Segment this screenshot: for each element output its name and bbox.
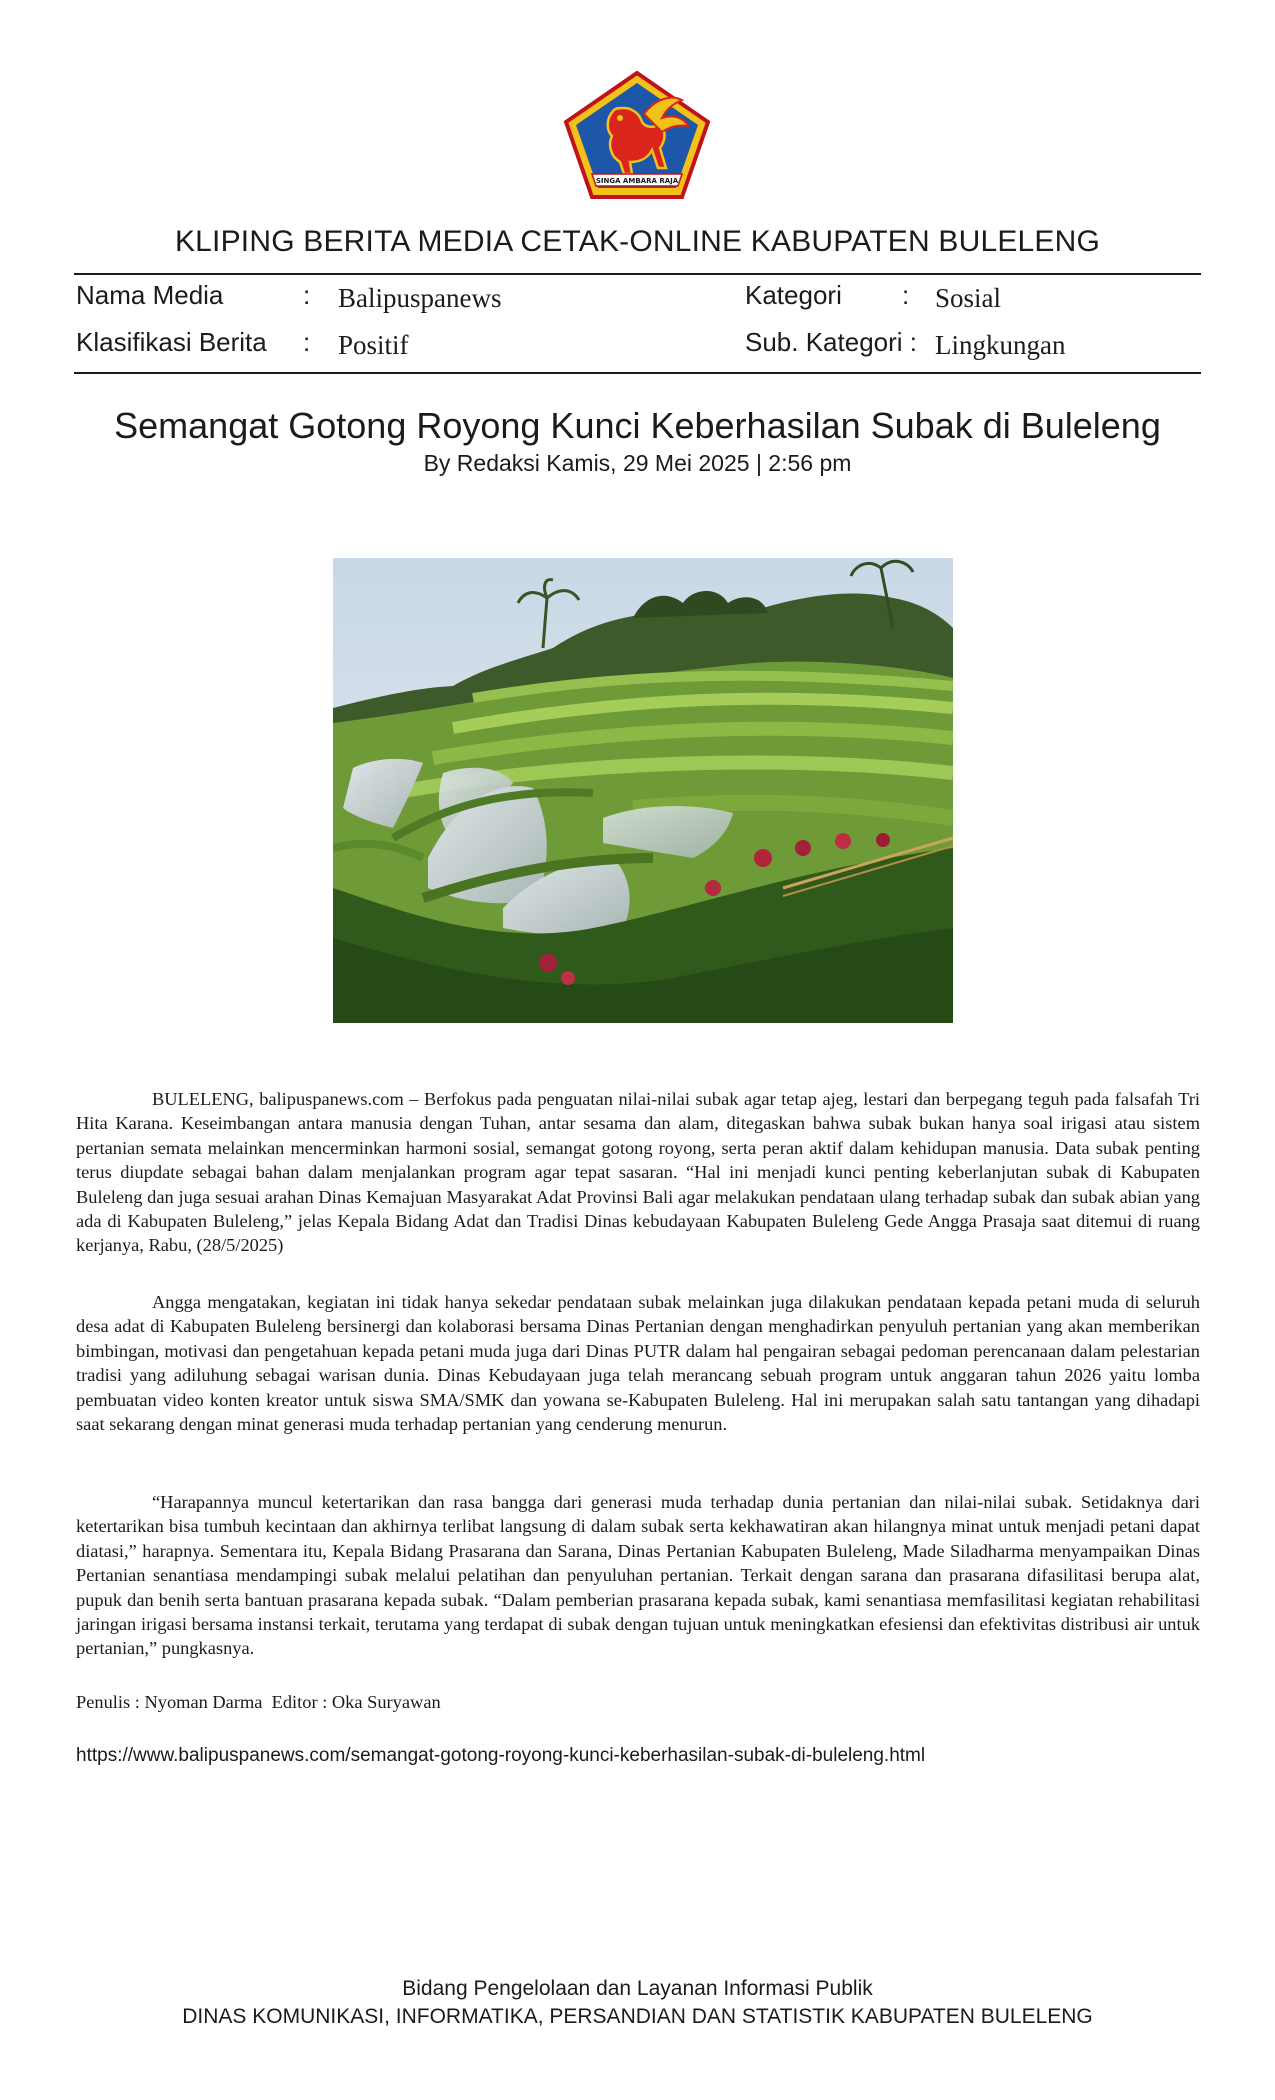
buleleng-emblem-icon bbox=[562, 70, 712, 200]
klasifikasi-value: Positif bbox=[338, 330, 409, 360]
nama-media-colon: : bbox=[303, 280, 311, 310]
article-paragraph-1: BULELENG, balipuspanews.com – Berfokus pada penguatan nilai-nilai subak agar tetap ajeg, lestari dan berpegang teguh pada falsafah Tri Hita Karana. Keseimbangan antara manusia dengan Tuhan, antar sesama dan alam, ditegaskan bahwa subak bukan hanya soal irigasi atau sistem pertanian semata melainkan mencerminkan harmoni sosial, semangat gotong royong, serta peran aktif dalam kehidupan manusia. Data subak penting terus diupdate sebagai bahan dalam menjalankan program agar tepat sasaran. “Hal ini menjadi kunci penting keberlanjutan subak di Kabupaten Buleleng dan juga sesuai arahan Dinas Kemajuan Masyarakat Adat Provinsi Bali agar melakukan pendataan ulang terhadap subak dan subak abian yang ada di Kabupaten Buleleng,” jelas Kepala Bidang Adat dan Tradisi Dinas kebudayaan Kabupaten Buleleng Gede Angga Prasaja saat ditemui di ruang kerjanya, Rabu, (28/5/2025) bbox=[76, 1089, 1200, 1256]
article-paragraph-3: “Harapannya muncul ketertarikan dan rasa bangga dari generasi muda terhadap dunia pertanian dan nilai-nilai subak. Setidaknya dari ketertarikan bisa tumbuh kecintaan dan akhirnya terlibat langsung di dalam subak serta kekhawatiran akan hilangnya minat untuk menjadi petani dapat diatasi,” harapnya. Sementara itu, Kepala Bidang Prasarana dan Sarana, Dinas Pertanian Kabupaten Buleleng, Made Siladharma menyampaikan Dinas Pertanian senantiasa mendampingi subak melalui pelatihan dan penyuluhan pertanian. Terkait dengan sarana dan prasarana difasilitasi berupa alat, pupuk dan benih serta bantuan prasarana kepada subak. “Dalam pemberian prasarana kepada subak, kami senantiasa memfasilitasi kegiatan rehabilitasi jaringan irigasi bersama instansi terkait, terutama yang terdapat di subak dengan tujuan untuk meningkatkan efesiensi dan efektivitas distribusi air untuk pertanian,” pungkasnya. bbox=[76, 1492, 1200, 1659]
sub-kategori-value: Lingkungan bbox=[935, 330, 1066, 360]
footer-department: Bidang Pengelolaan dan Layanan Informasi Publik bbox=[402, 1977, 873, 2000]
article-source-url: https://www.balipuspanews.com/semangat-gotong-royong-kunci-keberhasilan-subak-di-buleleng.html bbox=[76, 1745, 926, 1766]
nama-media-value: Balipuspanews bbox=[338, 283, 502, 313]
logo-motto-text: SINGA AMBARA RAJA bbox=[595, 177, 679, 185]
article-credits: Penulis : Nyoman Darma Editor : Oka Suryawan bbox=[76, 1692, 441, 1712]
rice-terrace-photo bbox=[333, 558, 953, 1023]
sub-kategori-label: Sub. Kategori : bbox=[745, 327, 917, 357]
nama-media-label: Nama Media bbox=[76, 280, 224, 310]
header-top-rule bbox=[74, 273, 1201, 275]
kategori-label: Kategori bbox=[745, 280, 842, 310]
klasifikasi-label: Klasifikasi Berita bbox=[76, 327, 267, 357]
klasifikasi-colon: : bbox=[303, 327, 311, 357]
kliping-header-title: KLIPING BERITA MEDIA CETAK-ONLINE KABUPATEN BULELENG bbox=[174, 225, 1101, 258]
kategori-colon: : bbox=[902, 280, 910, 310]
kategori-value: Sosial bbox=[935, 283, 1002, 313]
article-title: Semangat Gotong Royong Kunci Keberhasilan Subak di Buleleng bbox=[114, 405, 1161, 446]
header-bottom-rule bbox=[74, 372, 1201, 374]
article-byline: By Redaksi Kamis, 29 Mei 2025 | 2:56 pm bbox=[423, 450, 852, 476]
footer-agency: DINAS KOMUNIKASI, INFORMATIKA, PERSANDIAN DAN STATISTIK KABUPATEN BULELENG bbox=[182, 2005, 1093, 2028]
article-paragraph-2: Angga mengatakan, kegiatan ini tidak hanya sekedar pendataan subak melainkan juga dilakukan pendataan kepada petani muda di seluruh desa adat di Kabupaten Buleleng bersinergi dan kolaborasi bersama Dinas Pertanian dengan menghadirkan penyuluh pertanian yang akan memberikan bimbingan, motivasi dan pengetahuan kepada petani muda juga dari Dinas PUTR dalam hal pengairan sebagai pedoman perencanaan dalam pelestarian tradisi yang adiluhung sebagai warisan dunia. Dinas Kebudayaan juga telah merancang sebuah program untuk anggaran tahun 2026 yaitu lomba pembuatan video konten kreator untuk siswa SMA/SMK dan yowana se-Kabupaten Buleleng. Hal ini merupakan salah satu tantangan yang dihadapi saat sekarang dengan minat generasi muda terhadap pertanian yang cenderung menurun. bbox=[76, 1292, 1200, 1435]
